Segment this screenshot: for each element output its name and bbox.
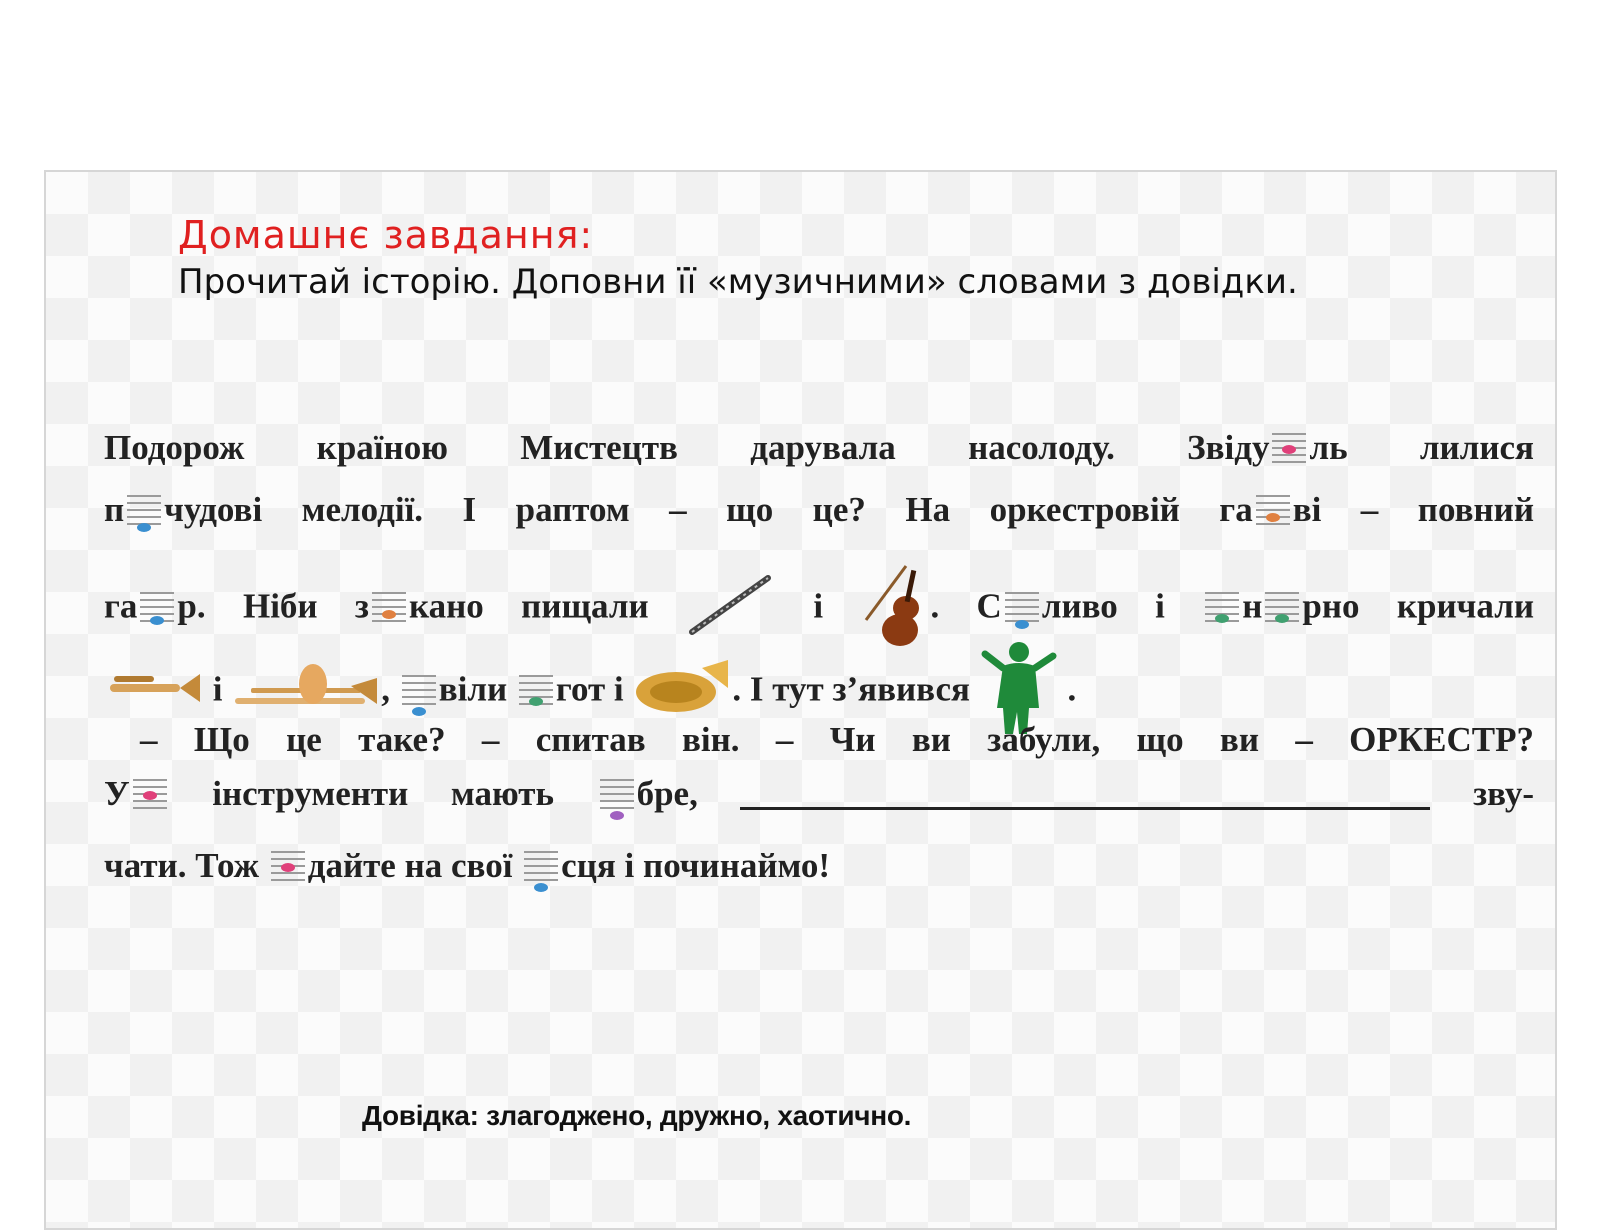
note-icon <box>400 673 438 717</box>
story-line-4: і , віли гот і . І тут з’явився . <box>104 638 1534 747</box>
note-icon <box>138 590 176 634</box>
story-line-5: – Що це таке? – спитав він. – Чи ви забули, що ви – ОРКЕСТР? <box>140 720 1534 759</box>
note-icon <box>1263 590 1301 634</box>
story-line-2: п чудові мелодії. І раптом – що це? На оркестровій га ві – повний <box>104 490 1534 537</box>
trombone-icon <box>231 658 381 727</box>
tuba-icon <box>632 658 732 727</box>
story-line-7: чати. Тож дайте на свої сця і починаймо! <box>104 846 1534 893</box>
homework-heading: Домашнє завдання: <box>178 213 594 257</box>
story-line-6: У інструменти мають бре, зву- <box>104 774 1534 821</box>
note-icon <box>522 849 560 893</box>
story-line-3: га р. Ніби з кано пищали і . С ливо і н рно кричали <box>104 560 1534 659</box>
note-icon <box>370 590 408 634</box>
reference-words: Довідка: злагоджено, дружно, хаотично. <box>362 1100 912 1131</box>
note-icon <box>125 493 163 537</box>
note-icon <box>517 673 555 717</box>
story-line-1: Подорож країною Мистецтв дарувала насолоду. Звіду ль лилися <box>104 428 1534 475</box>
note-icon <box>1270 431 1308 475</box>
trumpet-icon <box>104 668 204 717</box>
note-icon <box>1254 493 1292 537</box>
note-icon <box>269 849 307 893</box>
note-icon <box>1003 590 1041 634</box>
note-icon <box>598 777 636 821</box>
note-icon <box>131 777 169 821</box>
note-icon <box>1203 590 1241 634</box>
homework-instruction: Прочитай історію. Доповни її «музичними» словами з довідки. <box>178 262 1298 302</box>
answer-blank[interactable] <box>740 783 1430 810</box>
